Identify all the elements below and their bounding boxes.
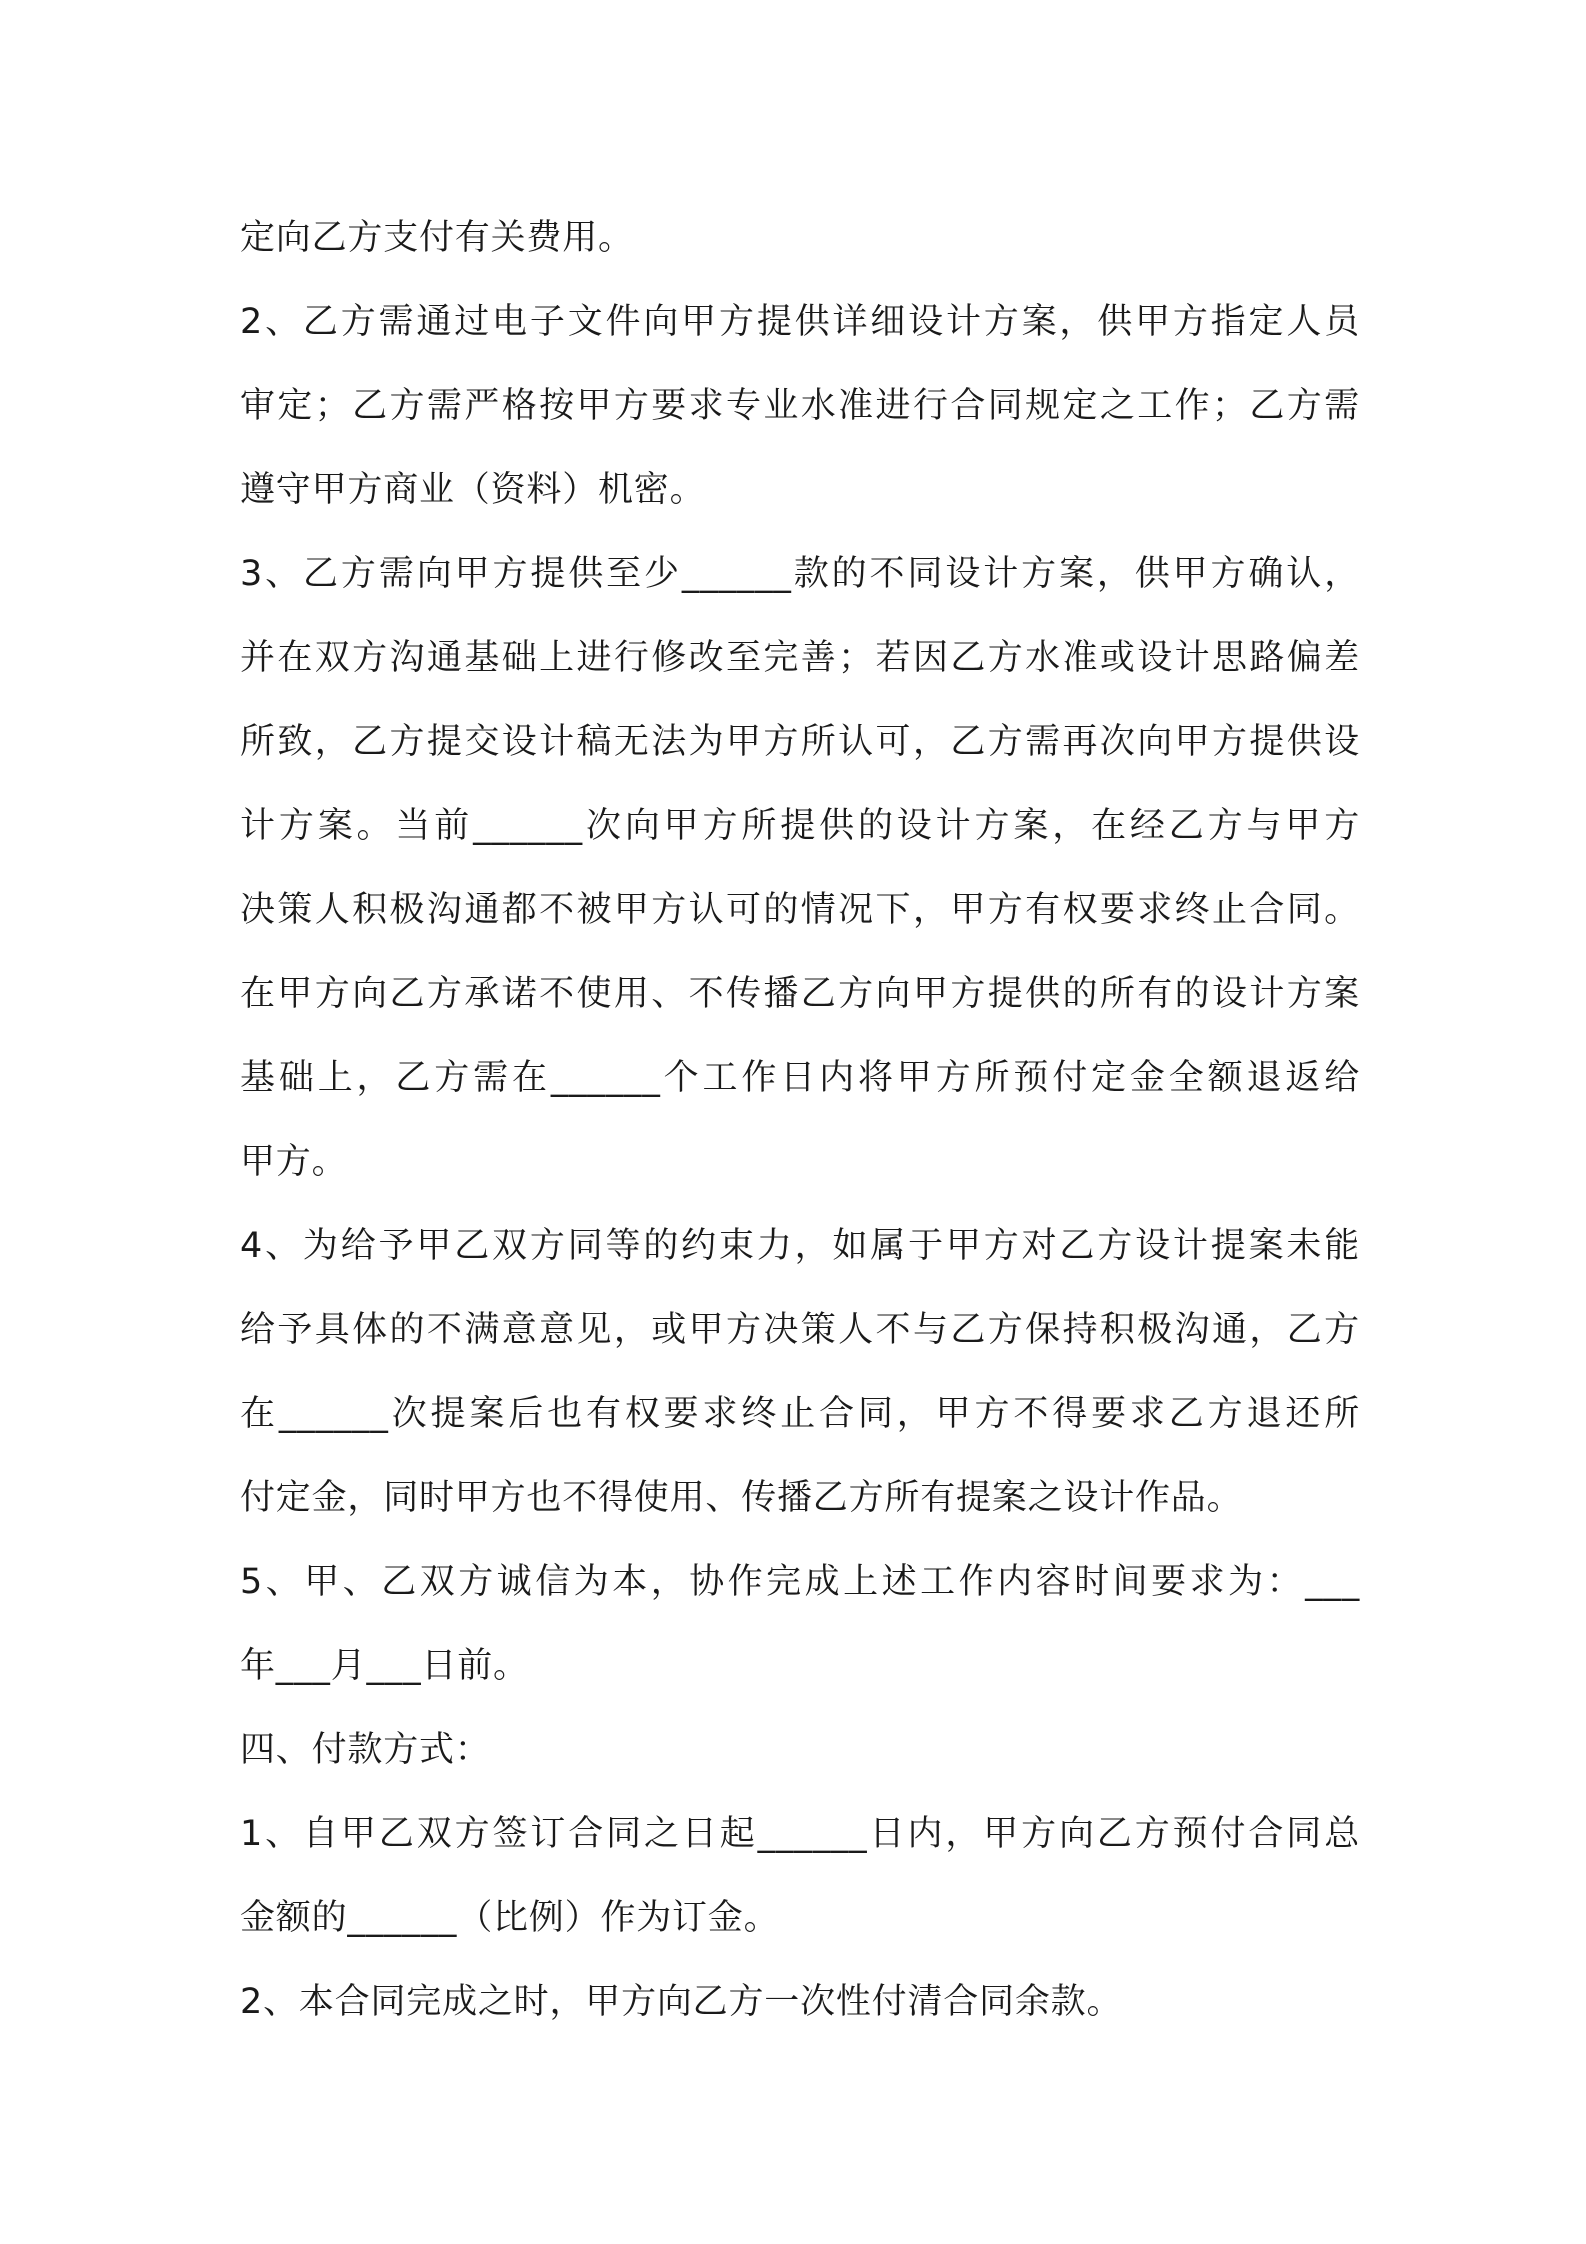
text-line: 在甲方向乙方承诺不使用、不传播乙方向甲方提供的所有的设计方案 [240, 974, 1360, 1014]
text-line: 2、乙方需通过电子文件向甲方提供详细设计方案，供甲方指定人员 [240, 302, 1360, 342]
paragraph-payment-1 [240, 1792, 1360, 1960]
text-line: 5、甲、乙双方诚信为本，协作完成上述工作内容时间要求为：___ [240, 1562, 1360, 1602]
paragraph-clause-4 [240, 1204, 1360, 1540]
document-body [240, 196, 1360, 2044]
section-heading-payment [240, 1708, 1360, 1792]
section-heading: 四、付款方式： [240, 1730, 491, 1770]
text-line: 计方案。当前______次向甲方所提供的设计方案，在经乙方与甲方 [240, 806, 1360, 846]
paragraph-payment-continuation [240, 196, 1360, 280]
text-line: 审定；乙方需严格按甲方要求专业水准进行合同规定之工作；乙方需 [240, 386, 1360, 426]
text-line: 3、乙方需向甲方提供至少______款的不同设计方案，供甲方确认， [240, 554, 1360, 594]
text-line: 决策人积极沟通都不被甲方认可的情况下，甲方有权要求终止合同。 [240, 890, 1360, 930]
text-line: 甲方。 [240, 1142, 348, 1182]
text-line: 金额的______（比例）作为订金。 [240, 1898, 780, 1938]
text-line: 基础上，乙方需在______个工作日内将甲方所预付定金全额退返给 [240, 1058, 1360, 1098]
text-line: 定向乙方支付有关费用。 [240, 218, 634, 258]
text-line: 所致，乙方提交设计稿无法为甲方所认可，乙方需再次向甲方提供设 [240, 722, 1360, 762]
text-line: 2、本合同完成之时，甲方向乙方一次性付清合同余款。 [240, 1982, 1123, 2022]
text-line: 给予具体的不满意意见，或甲方决策人不与乙方保持积极沟通，乙方 [240, 1310, 1360, 1350]
text-line: 并在双方沟通基础上进行修改至完善；若因乙方水准或设计思路偏差 [240, 638, 1360, 678]
text-line: 年___月___日前。 [240, 1646, 529, 1686]
text-line: 4、为给予甲乙双方同等的约束力，如属于甲方对乙方设计提案未能 [240, 1226, 1360, 1266]
text-line: 付定金，同时甲方也不得使用、传播乙方所有提案之设计作品。 [240, 1478, 1243, 1518]
paragraph-clause-3 [240, 532, 1360, 1204]
paragraph-clause-2 [240, 280, 1360, 532]
text-line: 在______次提案后也有权要求终止合同，甲方不得要求乙方退还所 [240, 1394, 1360, 1434]
paragraph-payment-2 [240, 1960, 1360, 2044]
text-line: 1、自甲乙双方签订合同之日起______日内，甲方向乙方预付合同总 [240, 1814, 1360, 1854]
paragraph-clause-5 [240, 1540, 1360, 1708]
text-line: 遵守甲方商业（资料）机密。 [240, 470, 706, 510]
